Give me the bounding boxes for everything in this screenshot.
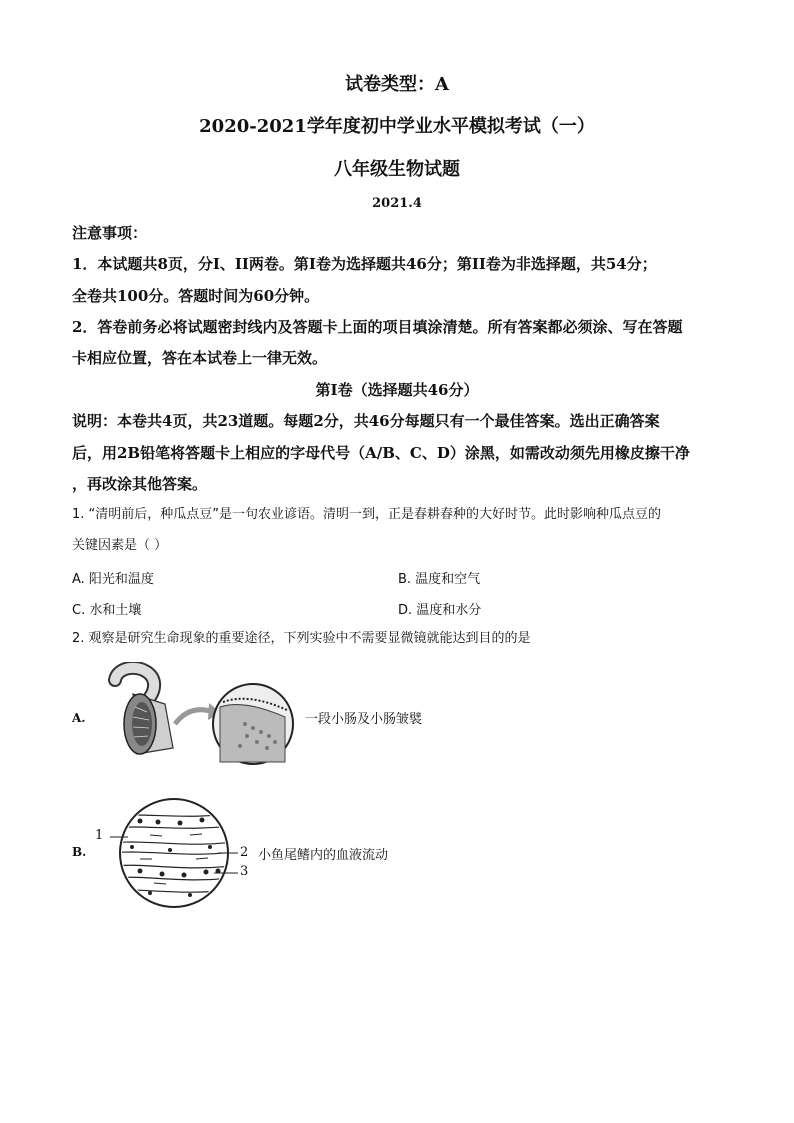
q2-figure-a-caption: 一段小肠及小肠皱襞 <box>305 712 423 727</box>
fish-tail-blood-flow-figure <box>110 795 240 913</box>
exam-title: 2020-2021学年度初中学业水平模拟考试（一） <box>199 116 595 137</box>
subject-title: 八年级生物试题 <box>334 159 460 180</box>
q1-option-a: A. 阳光和温度 <box>72 572 154 587</box>
marker-1: 1 <box>95 828 104 843</box>
q2-figure-b-caption: 小鱼尾鳍内的血液流动 <box>258 848 389 863</box>
section1-desc-line1: 说明：本卷共4页，共23道题。每题2分，共46分每题只有一个最佳答案。选出正确答案 <box>72 412 660 430</box>
q1-stem-line1: 1. “清明前后，种瓜点豆”是一句农业谚语。清明一到，正是春耕春种的大好时节。此时影响种瓜点豆的 <box>72 507 662 522</box>
q2-figure-b-label: B. <box>72 845 87 859</box>
paper-type: 试卷类型：A <box>345 74 449 95</box>
section1-desc-line3: ，再改涂其他答案。 <box>72 475 208 493</box>
small-intestine-figure <box>95 662 300 772</box>
notes-heading: 注意事项： <box>72 224 148 242</box>
q1-option-b: B. 温度和空气 <box>398 572 481 587</box>
q1-option-d: D. 温度和水分 <box>398 603 482 618</box>
q1-option-c: C. 水和土壤 <box>72 603 142 618</box>
notes-item2-line2: 卡相应位置，答在本试卷上一律无效。 <box>72 349 328 367</box>
marker-2: 2 <box>240 845 249 860</box>
q2-stem: 2. 观察是研究生命现象的重要途径，下列实验中不需要显微镜就能达到目的的是 <box>72 631 531 646</box>
q1-stem-line2: 关键因素是（ ） <box>72 538 168 553</box>
section1-title: 第Ⅰ卷（选择题共46分） <box>315 381 479 399</box>
notes-item1-line1: 1．本试题共8页，分I、II两卷。第Ⅰ卷为选择题共46分；第II卷为非选择题，共54分； <box>72 255 657 273</box>
q2-figure-a-label: A. <box>72 711 86 725</box>
exam-date: 2021.4 <box>372 196 422 211</box>
section1-desc-line2: 后，用2B铅笔将答题卡上相应的字母代号（A/B、C、D）涂黑，如需改动须先用橡皮擦干净 <box>72 444 690 462</box>
notes-item1-line2: 全卷共100分。答题时间为60分钟。 <box>72 287 320 305</box>
marker-3: 3 <box>240 864 249 879</box>
notes-item2-line1: 2．答卷前务必将试题密封线内及答题卡上面的项目填涂清楚。所有答案都必须涂、写在答题 <box>72 318 683 336</box>
